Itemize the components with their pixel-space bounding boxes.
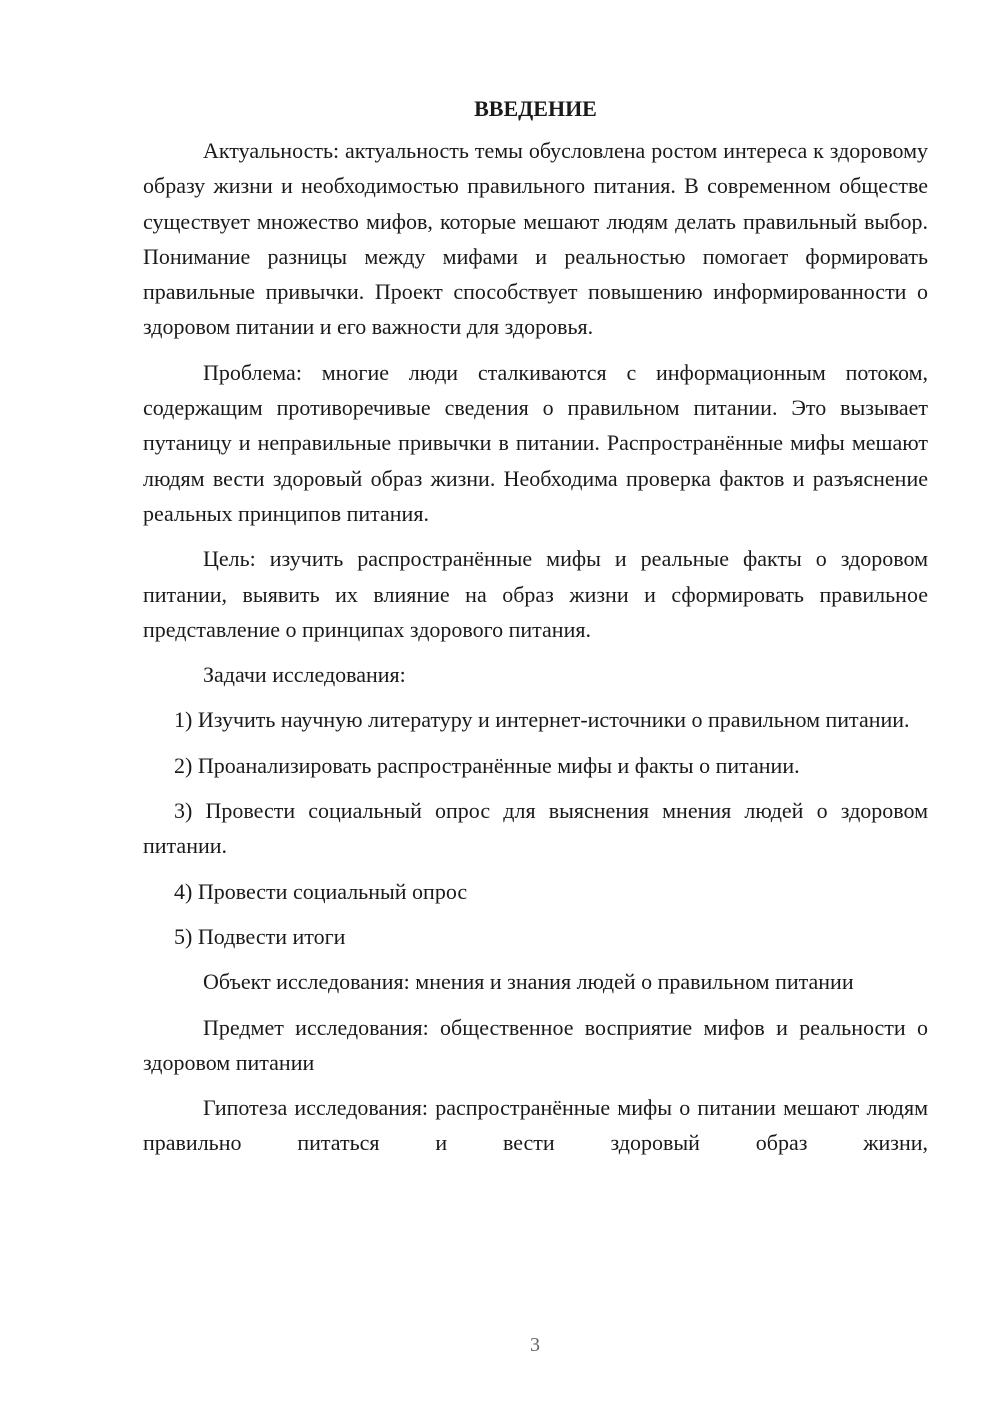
task-item: 4) Провести социальный опрос <box>174 878 468 904</box>
problem-paragraph: Проблема: многие люди сталкиваются с информационным потоком, содержащим противоречивые сведения о правильном питании. Это вызывает путаницу и неправильные привычки в питании. Распространённые мифы мешают людям вести здоровый образ жизни. Необходима проверка фактов и разъяснение реальных принципов питания. <box>143 359 928 526</box>
subject-paragraph: Предмет исследования: общественное восприятие мифов и реальности о здоровом питании <box>143 1014 928 1075</box>
tasks-heading: Задачи исследования: <box>203 662 406 688</box>
document-page <box>143 90 928 1171</box>
task-item: 5) Подвести итоги <box>174 923 346 949</box>
object-paragraph: Объект исследования: мнения и знания людей о правильном питании <box>203 969 854 995</box>
relevance-paragraph: Актуальность: актуальность темы обусловлена ростом интереса к здоровому образу жизни и необходимостью правильного питания. В современном обществе существует множество мифов, которые мешают людям делать правильный выбор. Понимание разницы между мифами и реальностью помогает формировать правильные привычки. Проект способствует повышению информированности о здоровом питании и его важности для здоровья. <box>143 138 928 340</box>
page-number: 3 <box>530 1334 540 1356</box>
tasks-list <box>143 702 928 954</box>
task-item: 2) Проанализировать распространённые мифы и факты о питании. <box>174 752 800 778</box>
goal-paragraph: Цель: изучить распространённые мифы и реальные факты о здоровом питании, выявить их влияние на образ жизни и сформировать правильное представление о принципах здорового питания. <box>143 546 928 642</box>
section-title: ВВЕДЕНИЕ <box>474 96 597 121</box>
hypothesis-paragraph: Гипотеза исследования: распространённые мифы о питании мешают людям правильно питаться и вести здоровый образ жизни, <box>143 1095 928 1156</box>
task-item: 1) Изучить научную литературу и интернет-источники о правильном питании. <box>174 707 910 733</box>
task-item: 3) Провести социальный опрос для выяснения мнения людей о здоровом питании. <box>143 798 928 859</box>
